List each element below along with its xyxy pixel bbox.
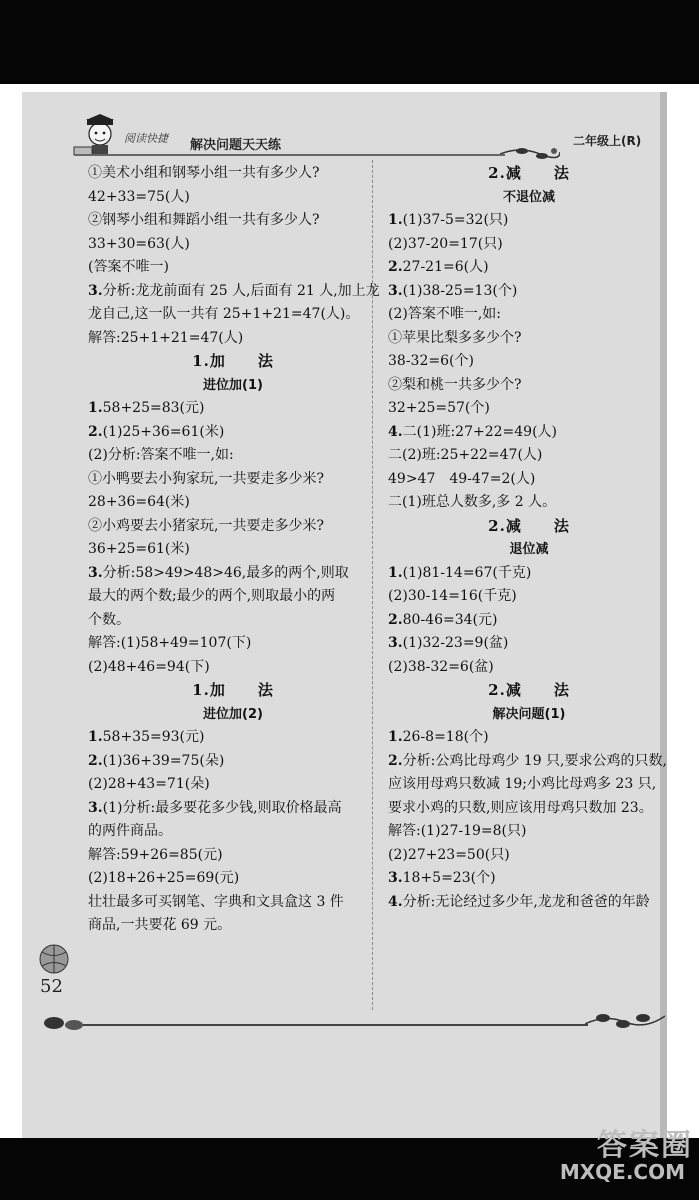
- text-line: (2)分析:答案不唯一,如:: [88, 447, 234, 463]
- text-line: (2)48+46=94(下): [88, 658, 210, 675]
- text-line: 2.分析:公鸡比母鸡少 19 只,要求公鸡的只数,: [388, 752, 667, 769]
- leaf-decoration-icon: [40, 1010, 90, 1036]
- text-line: 解答:59+26=85(元): [88, 846, 223, 863]
- text-line: (2)答案不唯一,如:: [388, 306, 501, 322]
- text-line: 解答:25+1+21=47(人): [88, 329, 244, 346]
- vine-decoration-icon: [500, 142, 560, 164]
- text-line: 2.27-21=6(人): [388, 259, 489, 275]
- text-line: 的两件商品。: [88, 823, 172, 839]
- text-line: 1.26-8=18(个): [388, 729, 489, 745]
- text-line: ①美术小组和钢琴小组一共有多少人?: [88, 165, 320, 181]
- text-line: 要求小鸡的只数,则应该用母鸡只数加 23。: [388, 799, 653, 816]
- text-line: 最大的两个数;最少的两个,则取最小的两: [88, 588, 336, 604]
- text-line: 商品,一共要花 69 元。: [88, 917, 232, 933]
- section-subheading: 进位加(2): [203, 706, 263, 722]
- text-line: 4.二(1)班:27+22=49(人): [388, 423, 558, 440]
- text-line: 4.分析:无论经过多少年,龙龙和爸爸的年龄: [388, 893, 650, 910]
- text-line: 壮壮最多可买钢笔、字典和文具盒这 3 件: [88, 893, 344, 910]
- text-line: (答案不唯一): [88, 259, 169, 275]
- text-line: 二(1)班总人数多,多 2 人。: [388, 494, 557, 510]
- vine-decoration-icon: [585, 1004, 665, 1034]
- text-line: 33+30=63(人): [88, 235, 190, 252]
- section-heading: 2.减 法: [488, 516, 570, 535]
- text-line: 38-32=6(个): [388, 353, 474, 369]
- ball-decoration-icon: [34, 942, 74, 976]
- text-line: 3.(1)32-23=9(盆): [388, 635, 509, 651]
- right-column: [388, 162, 670, 914]
- section-heading: 2.减 法: [488, 681, 570, 699]
- cartoon-boy-icon: [72, 114, 128, 158]
- text-line: 3.分析:58>49>48>46,最多的两个,则取: [88, 564, 349, 581]
- text-line: (2)27+23=50(只): [388, 846, 510, 863]
- section-subheading: 退位减: [509, 542, 549, 557]
- section-subheading: 进位加(1): [203, 377, 263, 393]
- text-line: 49>47 49-47=2(人): [388, 470, 536, 487]
- text-line: 二(2)班:25+22=47(人): [388, 447, 543, 463]
- header-rule: [75, 154, 505, 156]
- text-line: 28+36=64(米): [88, 494, 190, 510]
- header-grade: 二年级上(R): [573, 134, 642, 148]
- text-line: 1.(1)81-14=67(千克): [388, 564, 532, 581]
- header-title: 解决问题天天练: [190, 138, 282, 153]
- text-line: 32+25=57(个): [388, 400, 490, 416]
- section-heading: 2.减 法: [488, 164, 570, 182]
- text-line: (2)18+26+25=69(元): [88, 870, 240, 886]
- text-line: 2.(1)25+36=61(米): [88, 423, 225, 440]
- left-column: [88, 162, 378, 938]
- section-subheading: 解决问题(1): [492, 706, 566, 722]
- text-line: (2)30-14=16(千克): [388, 588, 517, 604]
- text-line: 3.(1)38-25=13(个): [388, 282, 518, 299]
- text-line: 1.(1)37-5=32(只): [388, 212, 509, 228]
- section-subheading: 不退位减: [502, 189, 555, 205]
- page-scan: [0, 84, 699, 1138]
- section-heading: 1.加 法: [192, 352, 274, 370]
- text-line: 2.(1)36+39=75(朵): [88, 752, 225, 769]
- page-number: 52: [40, 976, 63, 997]
- text-line: 个数。: [88, 611, 130, 628]
- header-logo-text: 阅读快捷: [124, 132, 168, 145]
- text-line: 2.80-46=34(元): [388, 611, 498, 628]
- footer-rule: [68, 1024, 588, 1026]
- text-line: ②梨和桃一共多少个?: [388, 376, 522, 393]
- text-line: 3.分析:龙龙前面有 25 人,后面有 21 人,加上龙: [88, 282, 380, 299]
- text-line: (2)28+43=71(朵): [88, 776, 210, 792]
- watermark-url: MXQE.COM: [559, 1160, 685, 1184]
- text-line: ②小鸡要去小猪家玩,一共要走多少米?: [88, 517, 324, 534]
- text-line: 解答:(1)58+49=107(下): [88, 635, 252, 651]
- watermark-text: 答案圈: [597, 1128, 693, 1163]
- text-line: (2)38-32=6(盆): [388, 658, 494, 675]
- text-line: 3.(1)分析:最多要花多少钱,则取价格最高: [88, 799, 342, 816]
- text-line: 42+33=75(人): [88, 188, 190, 205]
- text-line: ②钢琴小组和舞蹈小组一共有多少人?: [88, 212, 320, 228]
- text-line: 3.18+5=23(个): [388, 870, 496, 886]
- text-line: 应该用母鸡只数减 19;小鸡比母鸡多 23 只,: [388, 776, 657, 792]
- text-line: (2)37-20=17(只): [388, 235, 503, 252]
- text-line: ①苹果比梨多多少个?: [388, 329, 522, 346]
- section-heading: 1.加 法: [192, 681, 274, 699]
- text-line: 1.58+25=83(元): [88, 400, 205, 416]
- text-line: ①小鸭要去小狗家玩,一共要走多少米?: [88, 470, 324, 487]
- text-line: 解答:(1)27-19=8(只): [388, 823, 527, 839]
- text-line: 龙自己,这一队一共有 25+1+21=47(人)。: [88, 306, 360, 322]
- text-line: 36+25=61(米): [88, 541, 190, 557]
- text-line: 1.58+35=93(元): [88, 729, 205, 745]
